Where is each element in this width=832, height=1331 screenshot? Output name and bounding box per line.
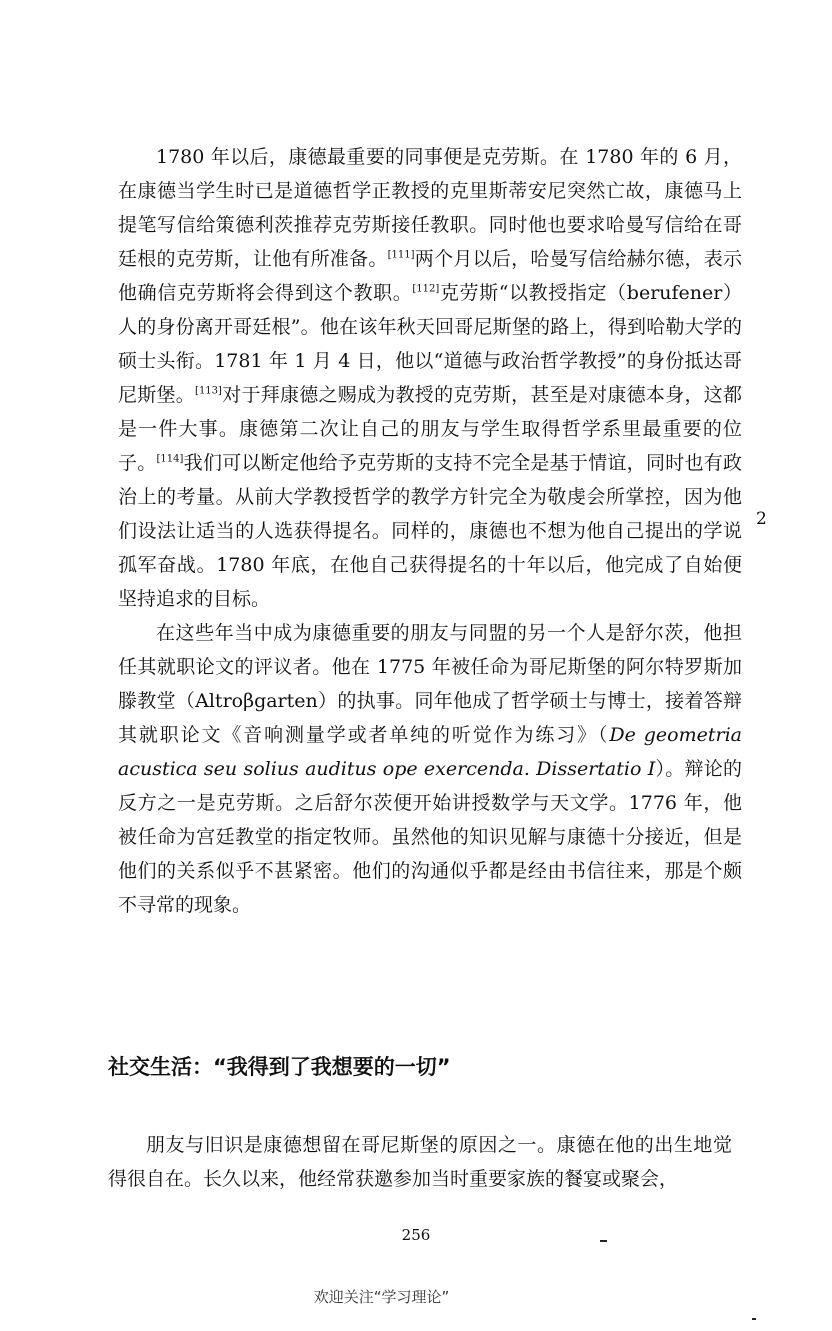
main-text-block	[118, 140, 742, 922]
latin-title: De geometria acustica seu solius auditus ope exercenda. Dissertatio I	[118, 724, 742, 780]
citation-marker: [112]	[412, 283, 440, 295]
footer-watermark-note: 欢迎关注“学习理论”	[313, 1288, 450, 1306]
citation-marker: [114]	[156, 453, 184, 465]
section-heading: 社交生活：“我得到了我想要的一切”	[108, 1055, 451, 1079]
edge-margin-mark: 2	[756, 509, 767, 529]
text-run: 对于拜康德之赐成为教授的克劳斯，甚至是对康德本身，这都是一件大事。康德第二次让自己的朋友与学生取得哲学系里最重要的位子。	[118, 384, 742, 474]
text-run: 克劳斯“以教授指定（berufener）人的身份离开哥廷根”。他在该年秋天回哥尼斯堡的路上，得到哈勒大学的硕士头衔。1781 年 1 月 4 日，他以“道德与政治哲学教授”的身份抵达哥尼斯堡。	[118, 282, 742, 406]
text-run: 在这些年当中成为康德重要的朋友与同盟的另一个人是舒尔茨，他担任其就职论文的评议者。他在 1775 年被任命为哥尼斯堡的阿尔特罗斯加滕教堂（Altroβgarten）的执事。同年他成了哲学硕士与博士，接着答辩其就职论文《音响测量学或者单纯的听觉作为练习》（	[118, 622, 742, 746]
page-number: 256	[401, 1226, 431, 1244]
citation-marker: [111]	[387, 249, 415, 261]
paragraph-kraus	[118, 140, 742, 616]
text-run: 两个月以后，哈曼写信给赫尔德，表示他确信克劳斯将会得到这个教职。	[118, 248, 742, 304]
text-run: 1780 年以后，康德最重要的同事便是克劳斯。在 1780 年的 6 月，在康德当学生时已是道德哲学正教授的克里斯蒂安尼突然亡故，康德马上提笔写信给策德利茨推荐克劳斯接任教职。同时他也要求哈曼写信给在哥廷根的克劳斯，让他有所准备。	[118, 146, 742, 270]
paragraph-social-life: 朋友与旧识是康德想留在哥尼斯堡的原因之一。康德在他的出生地觉得很自在。长久以来，他经常获邀参加当时重要家族的餐宴或聚会，	[108, 1134, 732, 1190]
paragraph-schultz	[118, 616, 742, 922]
scan-speck	[752, 1318, 756, 1320]
text-run: ）。辩论的反方之一是克劳斯。之后舒尔茨便开始讲授数学与天文学。1776 年，他被任命为宫廷教堂的指定牧师。虽然他的知识见解与康德十分接近，但是他们的关系似乎不甚紧密。他们的沟通似乎都是经由书信往来，那是个颇不寻常的现象。	[118, 758, 742, 916]
scan-speck	[600, 1240, 607, 1242]
text-run: 我们可以断定他给予克劳斯的支持不完全是基于情谊，同时也有政治上的考量。从前大学教授哲学的教学方针完全为敬虔会所掌控，因为他们设法让适当的人选获得提名。同样的，康德也不想为他自己提出的学说孤军奋战。1780 年底，在他自己获得提名的十年以后，他完成了自始便坚持追求的目标。	[118, 452, 742, 610]
citation-marker: [113]	[195, 385, 222, 397]
section-text-block	[108, 1128, 732, 1196]
